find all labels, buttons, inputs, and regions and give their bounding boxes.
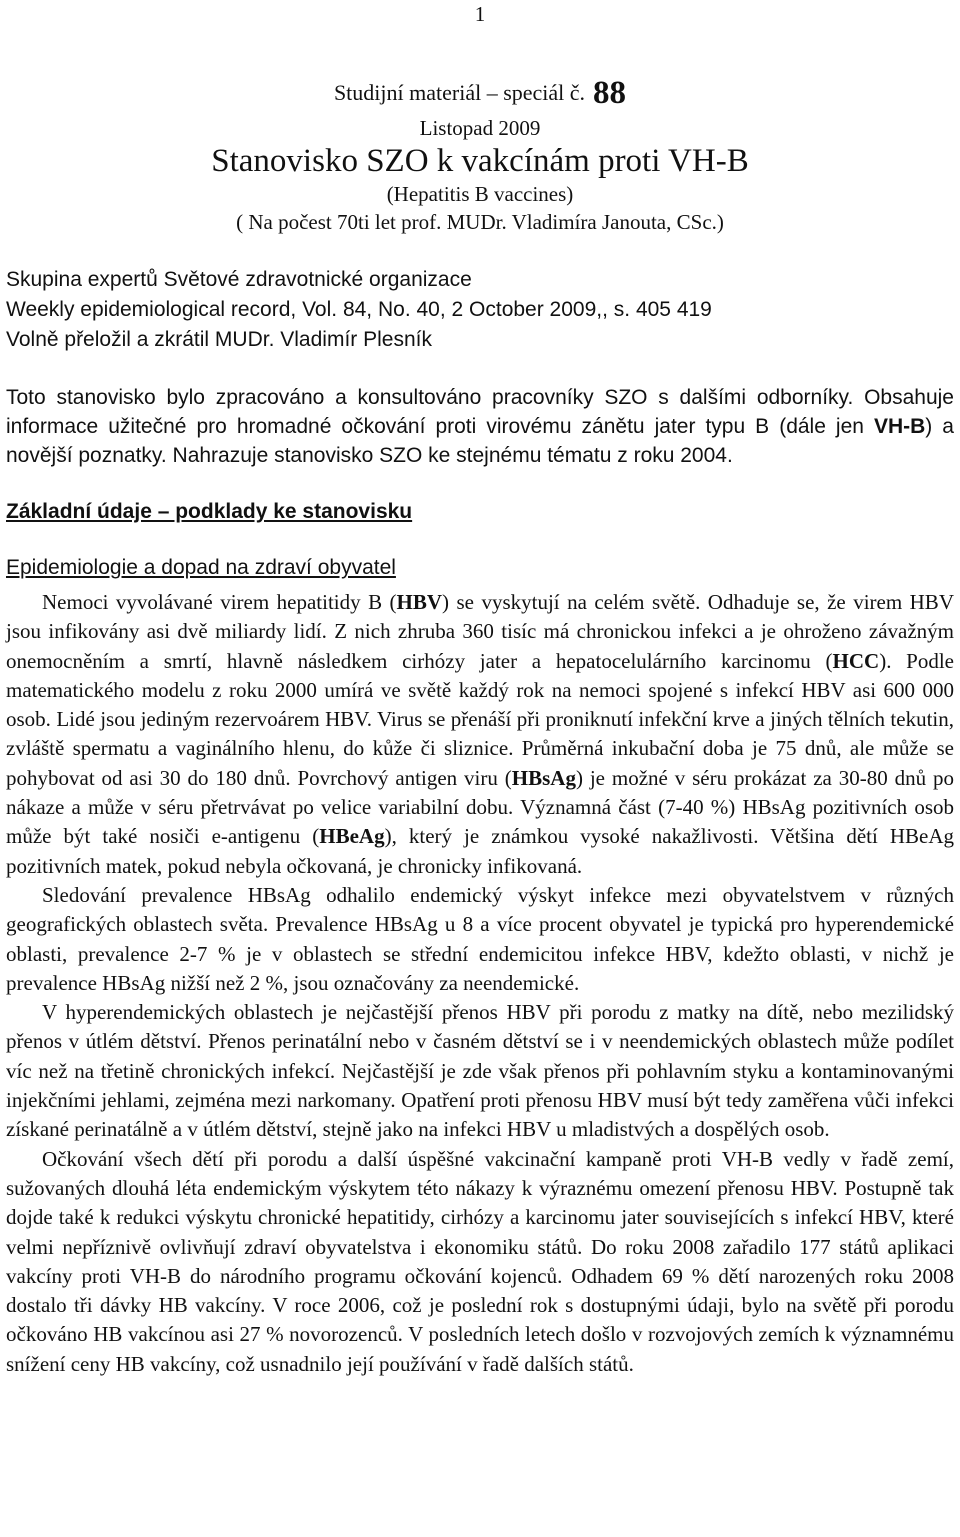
intro-paragraph bbox=[6, 383, 954, 470]
p1-hcc: HCC bbox=[832, 648, 880, 673]
paragraph-3: V hyperendemických oblastech je nejčastější přenos HBV při porodu z matky na dítě, nebo mezilidský přenos v útlém dětství. Přenos perinatální nebo v časném dětství se i v neendemických oblastech může podílet víc než na třetině chronických infekcí. Nejčastější je zde však přenos při pohlavním styku a kontaminovanými injekčními jehlami, zejména mezi narkomany. Opatření proti přenosu HBV musí být tedy zaměřena vůči infekci získané perinatálně a v útlém dětství, stejně jako na infekci HBV u mladistvých a dospělých osob. bbox=[6, 1000, 954, 1142]
document-title: Stanovisko SZO k vakcínám proti VH-B bbox=[211, 143, 749, 179]
intro-text-1: Toto stanovisko bylo zpracováno a konsultováno pracovníky SZO s dalšími odborníky. Obsahuje informace užitečné pro hromadné očkování proti virovému zánětu jater typu B (dále jen bbox=[6, 386, 954, 438]
series-label: Studijní materiál – speciál č. bbox=[333, 80, 586, 105]
p1-text-d: ) je možné v séru prokázat za 30-80 dnů po nákaze a může v séru přetrvávat po velice variabilní dobu. Významná část (7-40 %) HBsAg pozitivních osob může být také nosiči e-antigenu ( bbox=[6, 765, 954, 849]
intro-vhb: VH-B bbox=[873, 415, 926, 438]
paragraph-4: Očkování všech dětí při porodu a další úspěšné vakcinační kampaně proti VH-B vedly v řadě zemí, sužovaných dlouhá léta endemickým výskytem této nákazy k výraznému omezení přenosu HBV. Postupně tak dojde také k redukci výskytu chronické hepatitidy, cirhózy a karcinomu jater souvisejících s infekcí HBV, které velmi nepříznivě ovlivňují zdraví obyvatelstva i ekonomiku států. Do roku 2008 zařadilo 177 států aplikaci vakcíny proti VH-B do národního programu očkování kojenců. Odhadem 69 % dětí narozených roku 2008 dostalo tři dávky HB vakcíny. V roce 2006, což je poslední rok s dostupnými údaji, bylo na světě při porodu očkováno HB vakcínou asi 27 % novorozenců. V posledních letech došlo v rozvojových zemích k významnému snížení ceny HB vakcíny, což usnadnilo její používání v řadě dalších států. bbox=[6, 1146, 954, 1376]
body-text bbox=[6, 588, 954, 1379]
intro-text-2: ) a novější poznatky. Nahrazuje stanovisko SZO ke stejnému tématu z roku 2004. bbox=[6, 415, 954, 467]
p1-text-b: ) se vyskytují na celém světě. Odhaduje se, že virem HBV jsou infikovány asi dvě miliardy lidí. Z nich zhruba 360 tisíc má chronickou infekci a je ohroženo závažným onemocněním a smrtí, hlavně následkem cirhózy jater a hepatocelulárního karcinomu ( bbox=[6, 590, 954, 673]
series-line bbox=[0, 75, 960, 111]
paragraph-2: Sledování prevalence HBsAg odhalilo endemický výskyt infekce mezi obyvatelstvem v různých geografických oblastech světa. Prevalence HBsAg u 8 a více procent obyvatel je typická pro hyperendemické oblasti, prevalence 2-7 % je v oblastech se střední endemicitou infekce HBV, kdežto oblasti, v nichž je prevalence HBsAg nižší než 2 %, jsou označovány za neendemické. bbox=[6, 882, 954, 995]
p1-text-a: Nemoci vyvolávané virem hepatitidy B ( bbox=[42, 590, 397, 614]
document-subtitle: (Hepatitis B vaccines) bbox=[386, 182, 574, 206]
series-number: 88 bbox=[593, 75, 627, 111]
p1-hbeag: HBeAg bbox=[319, 824, 385, 849]
subsection-heading: Epidemiologie a dopad na zdraví obyvatel bbox=[6, 556, 396, 579]
p1-text-e: ), který je známkou vysoké nakažlivosti. Většina dětí HBeAg pozitivních matek, pokud nebyla očkovaná, je chronicky infikovaná. bbox=[6, 824, 955, 878]
section-heading: Základní údaje – podklady ke stanovisku bbox=[6, 500, 413, 523]
paragraph-1 bbox=[6, 588, 954, 881]
issue-date: Listopad 2009 bbox=[419, 116, 541, 140]
p1-hbsag: HBsAg bbox=[511, 765, 576, 790]
p1-hbv: HBV bbox=[396, 590, 443, 614]
source-citation: Weekly epidemiological record, Vol. 84, No. 40, 2 October 2009,, s. 405 419 bbox=[6, 298, 712, 321]
source-authors: Skupina expertů Světové zdravotnické organizace bbox=[6, 268, 472, 291]
page-number: 1 bbox=[474, 2, 486, 26]
translator-note: Volně přeložil a zkrátil MUDr. Vladimír Plesník bbox=[6, 328, 432, 351]
dedication: ( Na počest 70ti let prof. MUDr. Vladimíra Janouta, CSc.) bbox=[236, 210, 724, 234]
p1-text-c: ). Podle matematického modelu z roku 2000 umírá ve světě každý rok na nemoci spojené s infekcí HBV asi 600 000 osob. Lidé jsou jediným rezervoárem HBV. Virus se přenáší při proniknutí infekční krve a jiných tělních tekutin, zvláště spermatu a vaginálního hlenu, do kůže či sliznice. Průměrná inkubační doba je 75 dnů, ale může se pohybovat od asi 30 do 180 dnů. Povrchový antigen viru ( bbox=[6, 648, 955, 790]
